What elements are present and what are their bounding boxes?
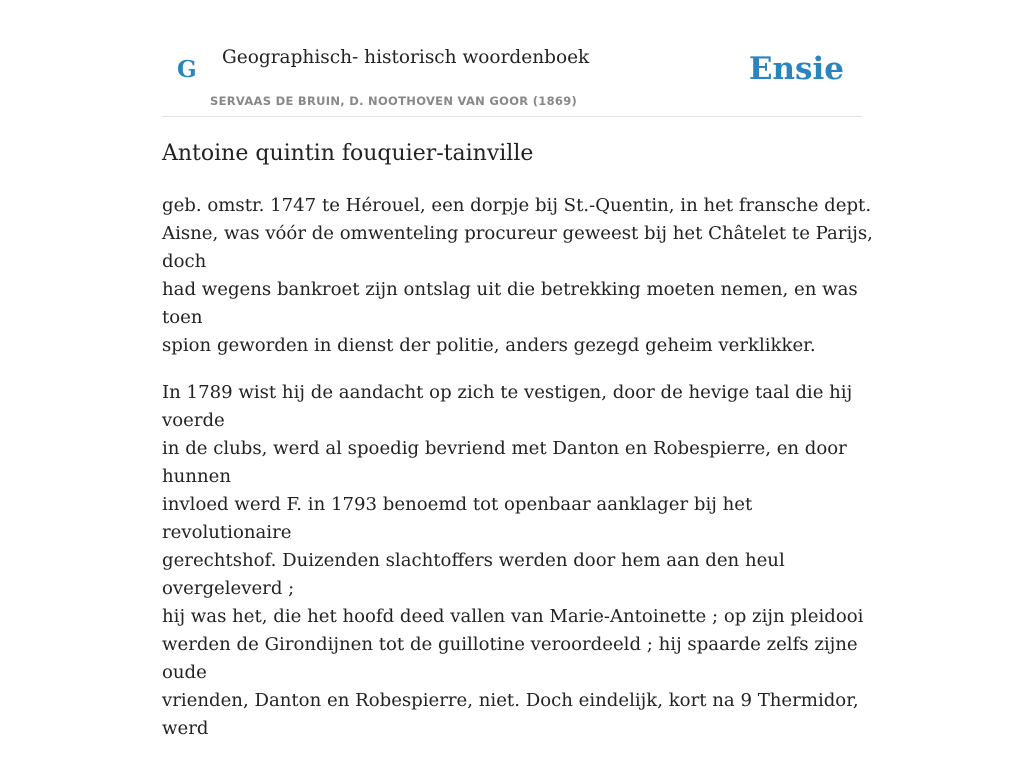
ensie-logo[interactable]: Ensie [748, 51, 844, 87]
book-title[interactable]: Geographisch- historisch woordenboek [222, 47, 590, 68]
entry-body [162, 192, 882, 762]
book-author: SERVAAS DE BRUIN, D. NOOTHOVEN VAN GOOR (1869) [210, 94, 578, 108]
book-logo-icon: G [177, 56, 197, 83]
entry-title: Antoine quintin fouquier-tainville [162, 141, 534, 166]
book-header [162, 0, 862, 117]
entry-paragraph: In 1789 wist hij de aandacht op zich te vestigen, door de hevige taal die hij voerde in de clubs, werd al spoedig bevriend met Danton en Robespierre, en door hunnen invloed werd F. in 1793 benoemd tot openbaar aanklager bij het revolutionaire gerechtshof. Duizenden slachtoffers werden door hem aan den heul overgeleverd ; hij was het, die het hoofd deed vallen van Marie-Antoinette ; op zijn pleidooi werden de Girondijnen tot de guillotine veroordeeld ; hij spaarde zelfs zijne oude vrienden, Danton en Robespierre, niet. Doch eindelijk, kort na 9 Thermidor, werd [162, 382, 864, 739]
entry-paragraph: geb. omstr. 1747 te Hérouel, een dorpje bij St.-Quentin, in het fransche dept. Aisne, was vóór de omwenteling procureur geweest bij het Châtelet te Parijs, doch had wegens bankroet zijn ontslag uit die betrekking moeten nemen, en was toen spion geworden in dienst der politie, anders gezegd geheim verklikker. [162, 195, 873, 356]
